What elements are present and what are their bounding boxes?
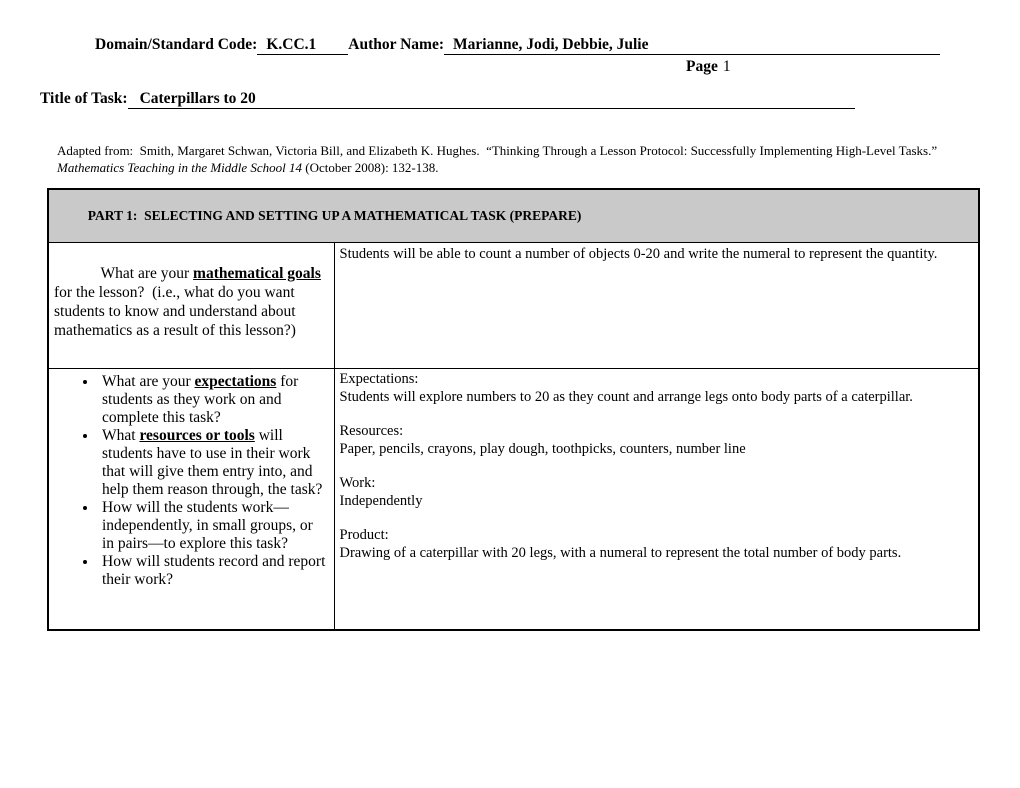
- bullet-post: for students as they work on and complete this task?: [102, 373, 303, 426]
- answer-label: Product:: [339, 527, 389, 543]
- document-page: [0, 35, 1020, 788]
- goals-question-pre: What are your: [100, 265, 194, 282]
- goals-question-cell: [48, 243, 334, 369]
- author-name-label: Author Name:: [348, 36, 445, 53]
- answer-label: Expectations:: [339, 371, 419, 387]
- lesson-protocol-table: [47, 188, 980, 631]
- answer-label: Work:: [339, 475, 376, 491]
- answer-text: Paper, pencils, crayons, play dough, toothpicks, counters, number line: [339, 440, 746, 457]
- citation: [57, 142, 960, 176]
- answer-text: Drawing of a caterpillar with 20 legs, with a numeral to represent the total number of body parts.: [339, 544, 902, 561]
- bullet-pre: What: [102, 427, 140, 444]
- bullet-pre: What are your: [102, 373, 195, 390]
- bullet-keyword: resources or tools: [139, 427, 255, 444]
- bullet-item-expectations: [98, 373, 329, 427]
- citation-line-2: [57, 159, 960, 176]
- bullet-pre: How will the students work—independently, in small groups, or in pairs—to explore this task?: [102, 499, 317, 552]
- answer-block-expectations: [340, 371, 974, 406]
- goals-answer-text: Students will be able to count a number of objects 0-20 and write the numeral to represent the quantity.: [339, 246, 938, 262]
- answer-label: Resources:: [339, 423, 404, 439]
- domain-code-label: Domain/Standard Code:: [95, 36, 258, 53]
- title-of-task-label: Title of Task:: [40, 90, 128, 107]
- goals-question-post: for the lesson? (i.e., what do you want students to know and understand about mathematics as a result of this lesson?): [54, 265, 325, 339]
- goals-question-keyword: mathematical goals: [193, 265, 321, 282]
- bullet-post: will students have to use in their work that will give them entry into, and help them reason through, the task?: [102, 427, 323, 498]
- citation-issue-info: (October 2008): 132-138.: [302, 160, 439, 175]
- part1-header-text: PART 1: SELECTING AND SETTING UP A MATHEMATICAL TASK (PREPARE): [87, 208, 582, 223]
- answer-text: Students will explore numbers to 20 as they count and arrange legs onto body parts of a caterpillar.: [339, 388, 913, 405]
- bullet-item-resources: [98, 427, 329, 499]
- goals-question: [54, 245, 329, 359]
- goals-row: [48, 243, 979, 369]
- setup-row: [48, 369, 979, 631]
- author-name-value: Marianne, Jodi, Debbie, Julie: [444, 35, 940, 55]
- bullet-item-record-report: [98, 553, 329, 589]
- setup-question-list: [54, 373, 329, 589]
- bullet-pre: How will students record and report their work?: [102, 553, 330, 588]
- goals-answer-cell: [334, 243, 979, 369]
- title-of-task-value: Caterpillars to 20: [128, 89, 855, 109]
- bullet-item-work-mode: [98, 499, 329, 553]
- citation-journal-title: Mathematics Teaching in the Middle School 14: [57, 160, 303, 175]
- bullet-keyword: expectations: [194, 373, 277, 390]
- setup-question-cell: [48, 369, 334, 631]
- answer-text: Independently: [339, 492, 423, 509]
- page-number: 1: [722, 58, 731, 75]
- setup-answer-cell: [334, 369, 979, 631]
- domain-author-line: [95, 35, 940, 55]
- page-label: Page: [686, 58, 718, 75]
- answer-block-work: [340, 475, 974, 510]
- title-of-task-line: [40, 89, 855, 109]
- answer-block-product: [340, 527, 974, 562]
- answer-block-resources: [340, 423, 974, 458]
- part1-header-cell: [48, 189, 979, 243]
- domain-code-value: K.CC.1: [257, 35, 348, 55]
- part1-header-row: [48, 189, 979, 243]
- citation-line-1: Adapted from: Smith, Margaret Schwan, Victoria Bill, and Elizabeth K. Hughes. “Thinking Through a Lesson Protocol: Successfully Implementing High-Level Tasks.”: [57, 143, 938, 158]
- page-indicator: [686, 57, 1020, 76]
